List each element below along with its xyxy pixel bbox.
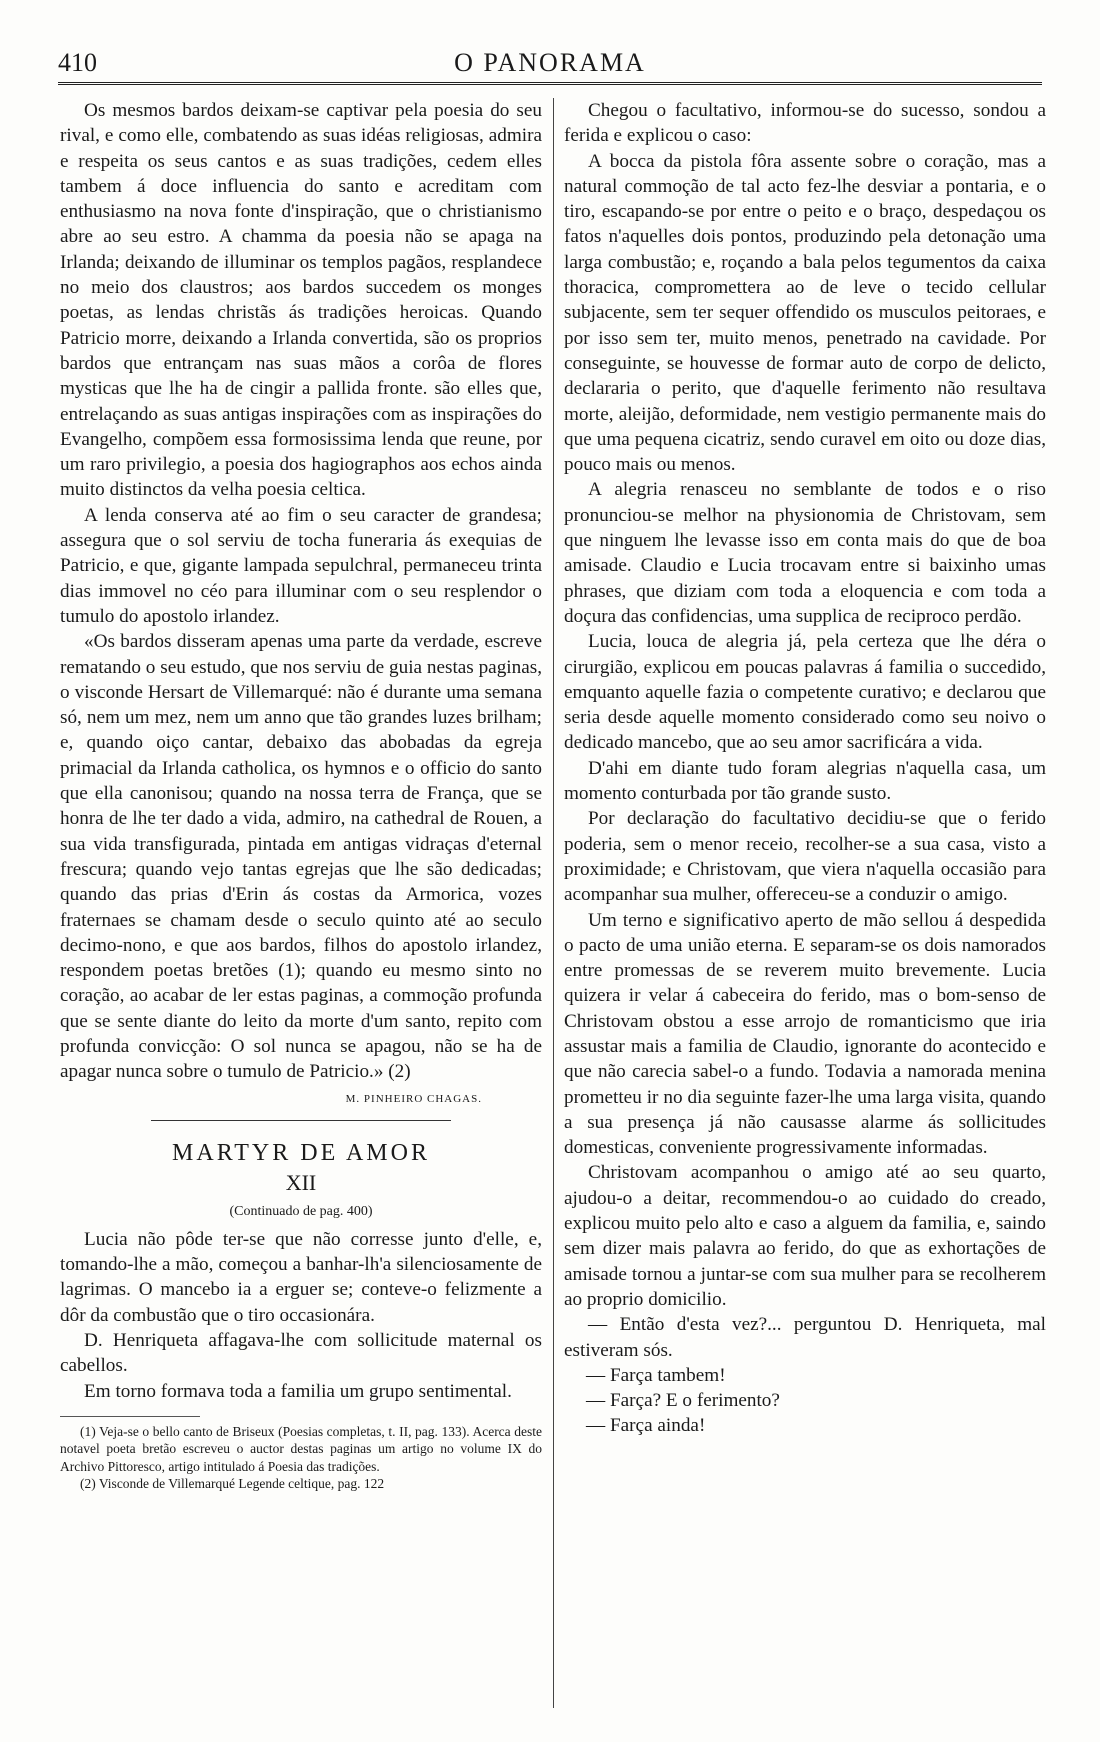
chapter-number: XII [285,1170,317,1196]
article-paragraph: Os mesmos bardos deixam-se captivar pela poesia do seu rival, e como elle, combatendo as suas idéas religiosas, admira e respeita os seus cantos e as suas tradições, cedem elles tambem á doce influencia do santo e acreditam com enthusiasmo na nova fonte d'inspiração, que o christianismo abre ao seu estro. A chamma da poesia não se apaga na Irlanda; deixando de illuminar os templos pagãos, resplandece no meio dos claustros; aos bardos succedem os monges poetas, as lendas christãs ás tradições heroicas. Quando Patricio morre, deixando a Irlanda convertida, são os proprios bardos que entrançam nas suas mãos a corôa de flores mysticas que lhe ha de cingir a pallida fronte. são elles que, entrelaçando as suas antigas inspirações com as inspirações do Evangelho, compõem essa formosissima lenda que reune, por um raro privilegio, a poesia dos hagiographos aos echos ainda muito distinctos da velha poesia celtica. [60,100,542,501]
story-paragraph: Lucia, louca de alegria já, pela certeza que lhe déra o cirurgião, explicou em poucas palavras á familia o succedido, emquanto aquelle fazia o competente curativo; e declarou que seria desde aquelle momento considerado como seu noivo o dedicado mancebo, que ao seu amor sacrificára a vida. [564,631,1046,754]
footnote-rule [60,1416,200,1417]
story-title: MARTYR DE AMOR [172,1139,430,1166]
story-paragraph: A bocca da pistola fôra assente sobre o coração, mas a natural commoção de tal acto fez-lhe desviar a pontaria, e o tiro, escapando-se por entre o peito e o braço, despedaçou os fatos n'aquelles dois pontos, produzindo pela detonação uma larga combustão; e, roçando a bala pelos tegumentos da caixa thoracica, compromettera ao de leve o tecido cellular subjacente, sem ter sequer offendido os musculos peitoraes, e por isso sem ter, muito menos, penetrado na cavidade. Por conseguinte, se houvesse de formar auto de corpo de delicto, declararia o perito, que d'aquelle ferimento não resultava morte, aleijão, deformidade, nem vestigio permanente mais do que uma pequena cicatriz, sendo curavel em oito ou doze dias, pouco mais ou menos. [564,150,1046,476]
publication-title: O PANORAMA [454,48,646,77]
continued-note: (Continuado de pag. 400) [229,1204,373,1220]
footnote: (1) Veja-se o bello canto de Briseux (Poesias completas, t. II, pag. 133). Acerca deste notavel poeta bretão escreveu o auctor destas paginas um artigo no volume IX do Archivo Pittoresco, artigo intitulado á Poesia das tradições. [60,1423,542,1474]
story-paragraph: D'ahi em diante tudo foram alegrias n'aquella casa, um momento conturbada por tão grande susto. [564,757,1046,805]
dialogue-line: — Farça ainda! [586,1415,706,1437]
page-header [58,48,1042,82]
right-column [564,98,1046,1439]
story-paragraph: Um terno e significativo aperto de mão sellou á despedida o pacto de uma união eterna. E separam-se os dois namorados entre promessas de se reverem muito brevemente. Lucia quizera ir velar á cabeceira do ferido, mas o bom-senso de Christovam obstou a esse arrojo de romanticismo que iria assustar mais a familia de Claudio, ignorante do acontecido e que não carecia sabel-o a fundo. Todavia a namorada menina prometteu ir no dia seguinte fazer-lhe uma larga visita, quando a sua presença já não causasse alarme ás sollicitudes domesticas, conveniente progressivamente informadas. [564,909,1046,1159]
story-paragraph: Lucia não pôde ter-se que não corresse junto d'elle, e, tomando-lhe a mão, começou a banhar-lh'a silenciosamente de lagrimas. O mancebo ia a erguer se; conteve-o felizmente a dôr da combustão que o tiro occasionára. [60,1228,542,1326]
article-paragraph: A lenda conserva até ao fim o seu caracter de grandesa; assegura que o sol serviu de tocha funeraria ás exequias de Patricio, e que, gigante lampada sepulchral, permaneceu trinta dias immovel no céo para illuminar com o seu resplendor o tumulo do apostolo irlandez. [60,504,542,627]
story-paragraph: Christovam acompanhou o amigo até ao seu quarto, ajudou-o a deitar, recommendou-o ao cuidado do creado, explicou muito pelo alto e caso a alguem da familia, e, saindo sem dizer mais palavra ao ferido, do que as exhortações de amisade tornou a juntar-se com sua mulher para se recolherem ao proprio domicilio. [564,1162,1046,1310]
story-paragraph: — Então d'esta vez?... perguntou D. Henriqueta, mal estiveram sós. [564,1314,1046,1361]
header-rule [58,82,1042,85]
article-paragraph: «Os bardos disseram apenas uma parte da verdade, escreve rematando o seu estudo, que nos serviu de guia nestas paginas, o visconde Hersart de Villemarqué: não é durante uma semana só, nem um mez, nem um anno que tão grandes luzes brilham; e, quando oiço cantar, debaixo das abobadas da egreja primacial da Irlanda catholica, os hymnos e o officio do santo que ella canonisou; quando na nossa terra de França, que se honra de lhe ter dado a vida, admiro, na cathedral de Rouen, a sua vida transfigurada, pintada em antigas vidraças d'eternal frescura; quando vejo tantas egrejas que lhe são dedicadas; quando das prias d'Erin ás costas da Armorica, vozes fraternaes se chamam desde o seculo quinto até ao seculo decimo-nono, e que aos bardos, filhos do apostolo irlandez, respondem poetas bretões (1); quando eu mesmo sinto no coração, ao acabar de ler estas paginas, a commoção profunda que se sente diante do leito da morte d'um santo, repito com profunda convicção: O sol nunca se apagou, não se ha de apagar nunca sobre o tumulo de Patricio.» (2) [60,631,542,1083]
dialogue-line: — Farça? E o ferimento? [586,1390,780,1412]
dialogue-line: — Farça tambem! [586,1364,726,1386]
left-column [60,98,542,1493]
story-paragraph: D. Henriqueta affagava-lhe com sollicitude maternal os cabellos. [60,1329,542,1377]
column-divider [553,98,554,1708]
section-divider [151,1120,451,1121]
story-paragraph: Chegou o facultativo, informou-se do sucesso, sondou a ferida e explicou o caso: [564,100,1046,147]
footnote: (2) Visconde de Villemarqué Legende celtique, pag. 122 [80,1476,385,1492]
page-number: 410 [58,48,97,77]
story-paragraph: A alegria renasceu no semblante de todos e o riso pronunciou-se melhor na physionomia de Christovam, sem que ninguem lhe levasse isso em conta mais do que de boa amisade. Claudio e Lucia trocavam entre si baixinho umas phrases, que diziam com toda a eloquencia e com toda a doçura das confidencias, uma supplica de reciproco perdão. [564,479,1046,627]
author-signature: M. PINHEIRO CHAGAS. [345,1092,482,1105]
story-paragraph: Por declaração do facultativo decidiu-se que o ferido poderia, sem o menor receio, recolher-se a sua casa, visto a proximidade; e Christovam, que viera n'aquella occasião para acompanhar sua mulher, offereceu-se a conduzir o amigo. [564,808,1046,906]
story-paragraph: Em torno formava toda a familia um grupo sentimental. [84,1380,512,1402]
